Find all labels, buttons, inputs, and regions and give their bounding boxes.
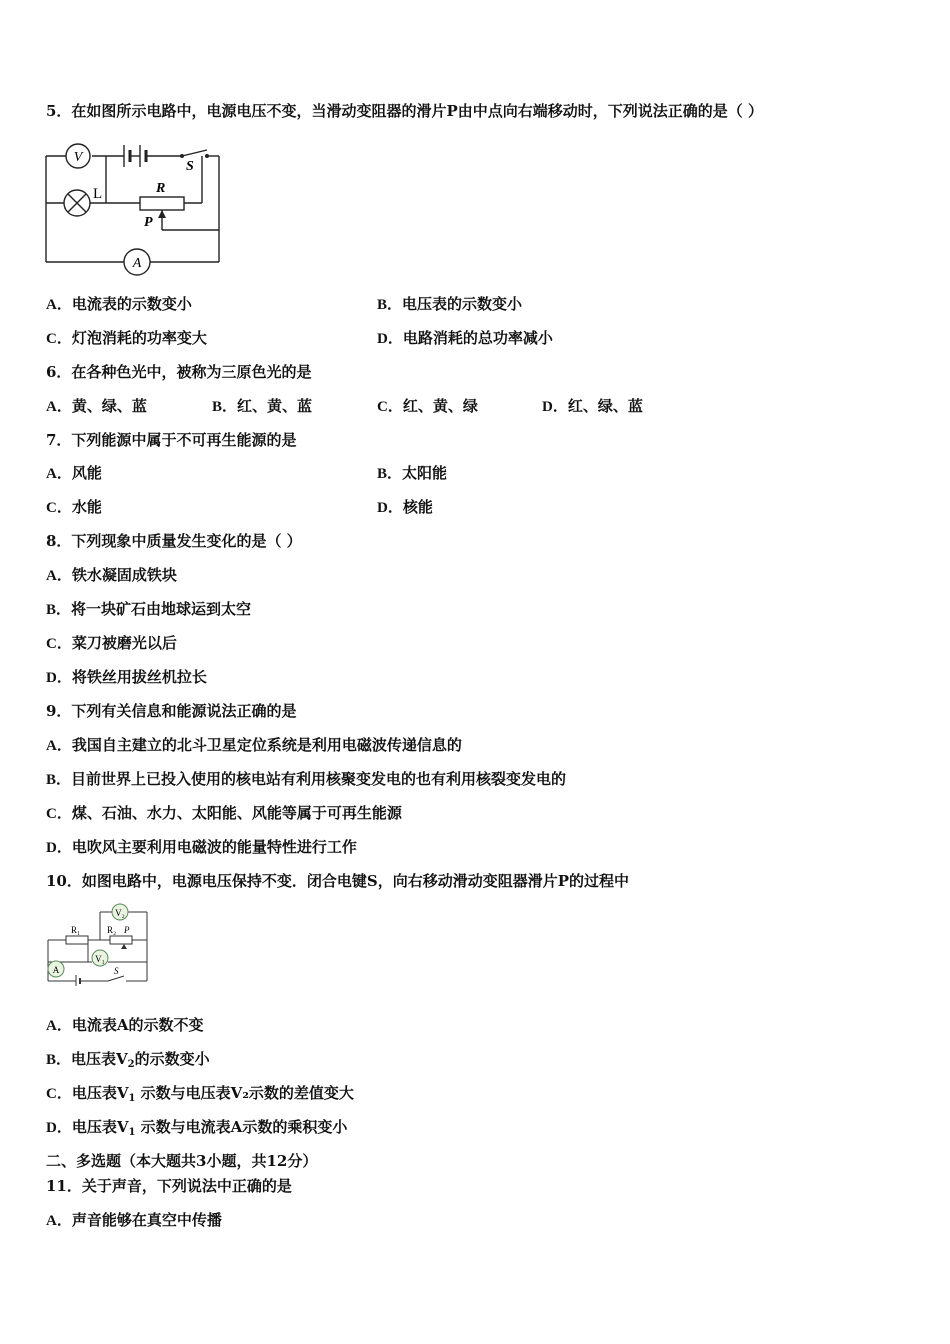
q6-option-c[interactable]: C．红、黄、绿 [377, 397, 478, 415]
q8-option-d[interactable]: D．将铁丝用拔丝机拉长 [46, 668, 207, 686]
q9-option-b[interactable]: B．目前世界上已投入使用的核电站有利用核聚变发电的也有利用核裂变发电的 [46, 770, 567, 788]
q8-stem: 8．下列现象中质量发生变化的是（ ） [46, 532, 302, 550]
q10-option-a[interactable]: A．电流表A的示数不变 [46, 1016, 204, 1034]
q5-option-a[interactable]: A．电流表的示数变小 [46, 295, 192, 313]
q10-circuit-diagram [44, 902, 152, 986]
q8-option-a[interactable]: A．铁水凝固成铁块 [46, 566, 177, 584]
q11-option-a[interactable]: A．声音能够在真空中传播 [46, 1211, 222, 1229]
q10-option-d[interactable]: D．电压表$V_1$ 示数与电流表A示数的乘积变小 [46, 1118, 348, 1138]
q7-stem: 7．下列能源中属于不可再生能源的是 [46, 431, 297, 449]
q8-option-c[interactable]: C．菜刀被磨光以后 [46, 634, 177, 652]
q6-option-a[interactable]: A．黄、绿、蓝 [46, 397, 147, 415]
q10-switch-label: S [114, 966, 119, 976]
q5-circuit-diagram [44, 140, 226, 276]
q5-ammeter-label: A [132, 256, 142, 271]
q7-option-b[interactable]: B．太阳能 [377, 464, 448, 482]
q10-option-b[interactable]: B．电压表$V_2$的示数变小 [46, 1050, 210, 1070]
q5-option-b[interactable]: B．电压表的示数变小 [377, 295, 523, 313]
q10-v2-label: V₂ [115, 908, 125, 918]
q9-option-c[interactable]: C．煤、石油、水力、太阳能、风能等属于可再生能源 [46, 804, 402, 822]
section-title-multiple-choice: 二、多选题（本大题共3小题，共12分） [46, 1152, 318, 1170]
q10-r2-label: R₂ [107, 925, 117, 935]
q6-stem: 6．在各种色光中，被称为三原色光的是 [46, 363, 312, 381]
q10-stem: 10．如图电路中，电源电压保持不变．闭合电键S，向右移动滑动变阻器滑片P的过程中 [46, 872, 629, 890]
q7-option-a[interactable]: A．风能 [46, 464, 102, 482]
q5-voltmeter-label: V [73, 150, 83, 165]
q7-option-d[interactable]: D．核能 [377, 498, 433, 516]
q7-option-c[interactable]: C．水能 [46, 498, 102, 516]
q9-option-d[interactable]: D．电吹风主要利用电磁波的能量特性进行工作 [46, 838, 357, 856]
q6-option-d[interactable]: D．红、绿、蓝 [542, 397, 643, 415]
q6-option-b[interactable]: B．红、黄、蓝 [212, 397, 313, 415]
q5-lamp-label: L [93, 186, 103, 202]
q10-option-c[interactable]: C．电压表$V_1$ 示数与电压表V₂示数的差值变大 [46, 1084, 354, 1104]
q10-r1-label: R₁ [71, 925, 81, 935]
q5-slider-label: P [144, 215, 153, 230]
q8-option-b[interactable]: B．将一块矿石由地球运到太空 [46, 600, 252, 618]
q10-ammeter-label: A [52, 965, 60, 975]
q10-v1-label: V₁ [95, 954, 105, 964]
q11-stem: 11．关于声音，下列说法中正确的是 [46, 1177, 292, 1195]
q5-resistor-label: R [156, 181, 166, 196]
q9-stem: 9．下列有关信息和能源说法正确的是 [46, 702, 297, 720]
q9-option-a[interactable]: A．我国自主建立的北斗卫星定位系统是利用电磁波传递信息的 [46, 736, 462, 754]
q5-switch-label: S [186, 159, 194, 174]
q10-slider-label: P [124, 925, 130, 935]
q5-stem: 5．在如图所示电路中，电源电压不变，当滑动变阻器的滑片P由中点向右端移动时，下列说法正确的是（ ） [46, 102, 763, 120]
q5-option-c[interactable]: C．灯泡消耗的功率变大 [46, 329, 207, 347]
q5-option-d[interactable]: D．电路消耗的总功率减小 [377, 329, 553, 347]
